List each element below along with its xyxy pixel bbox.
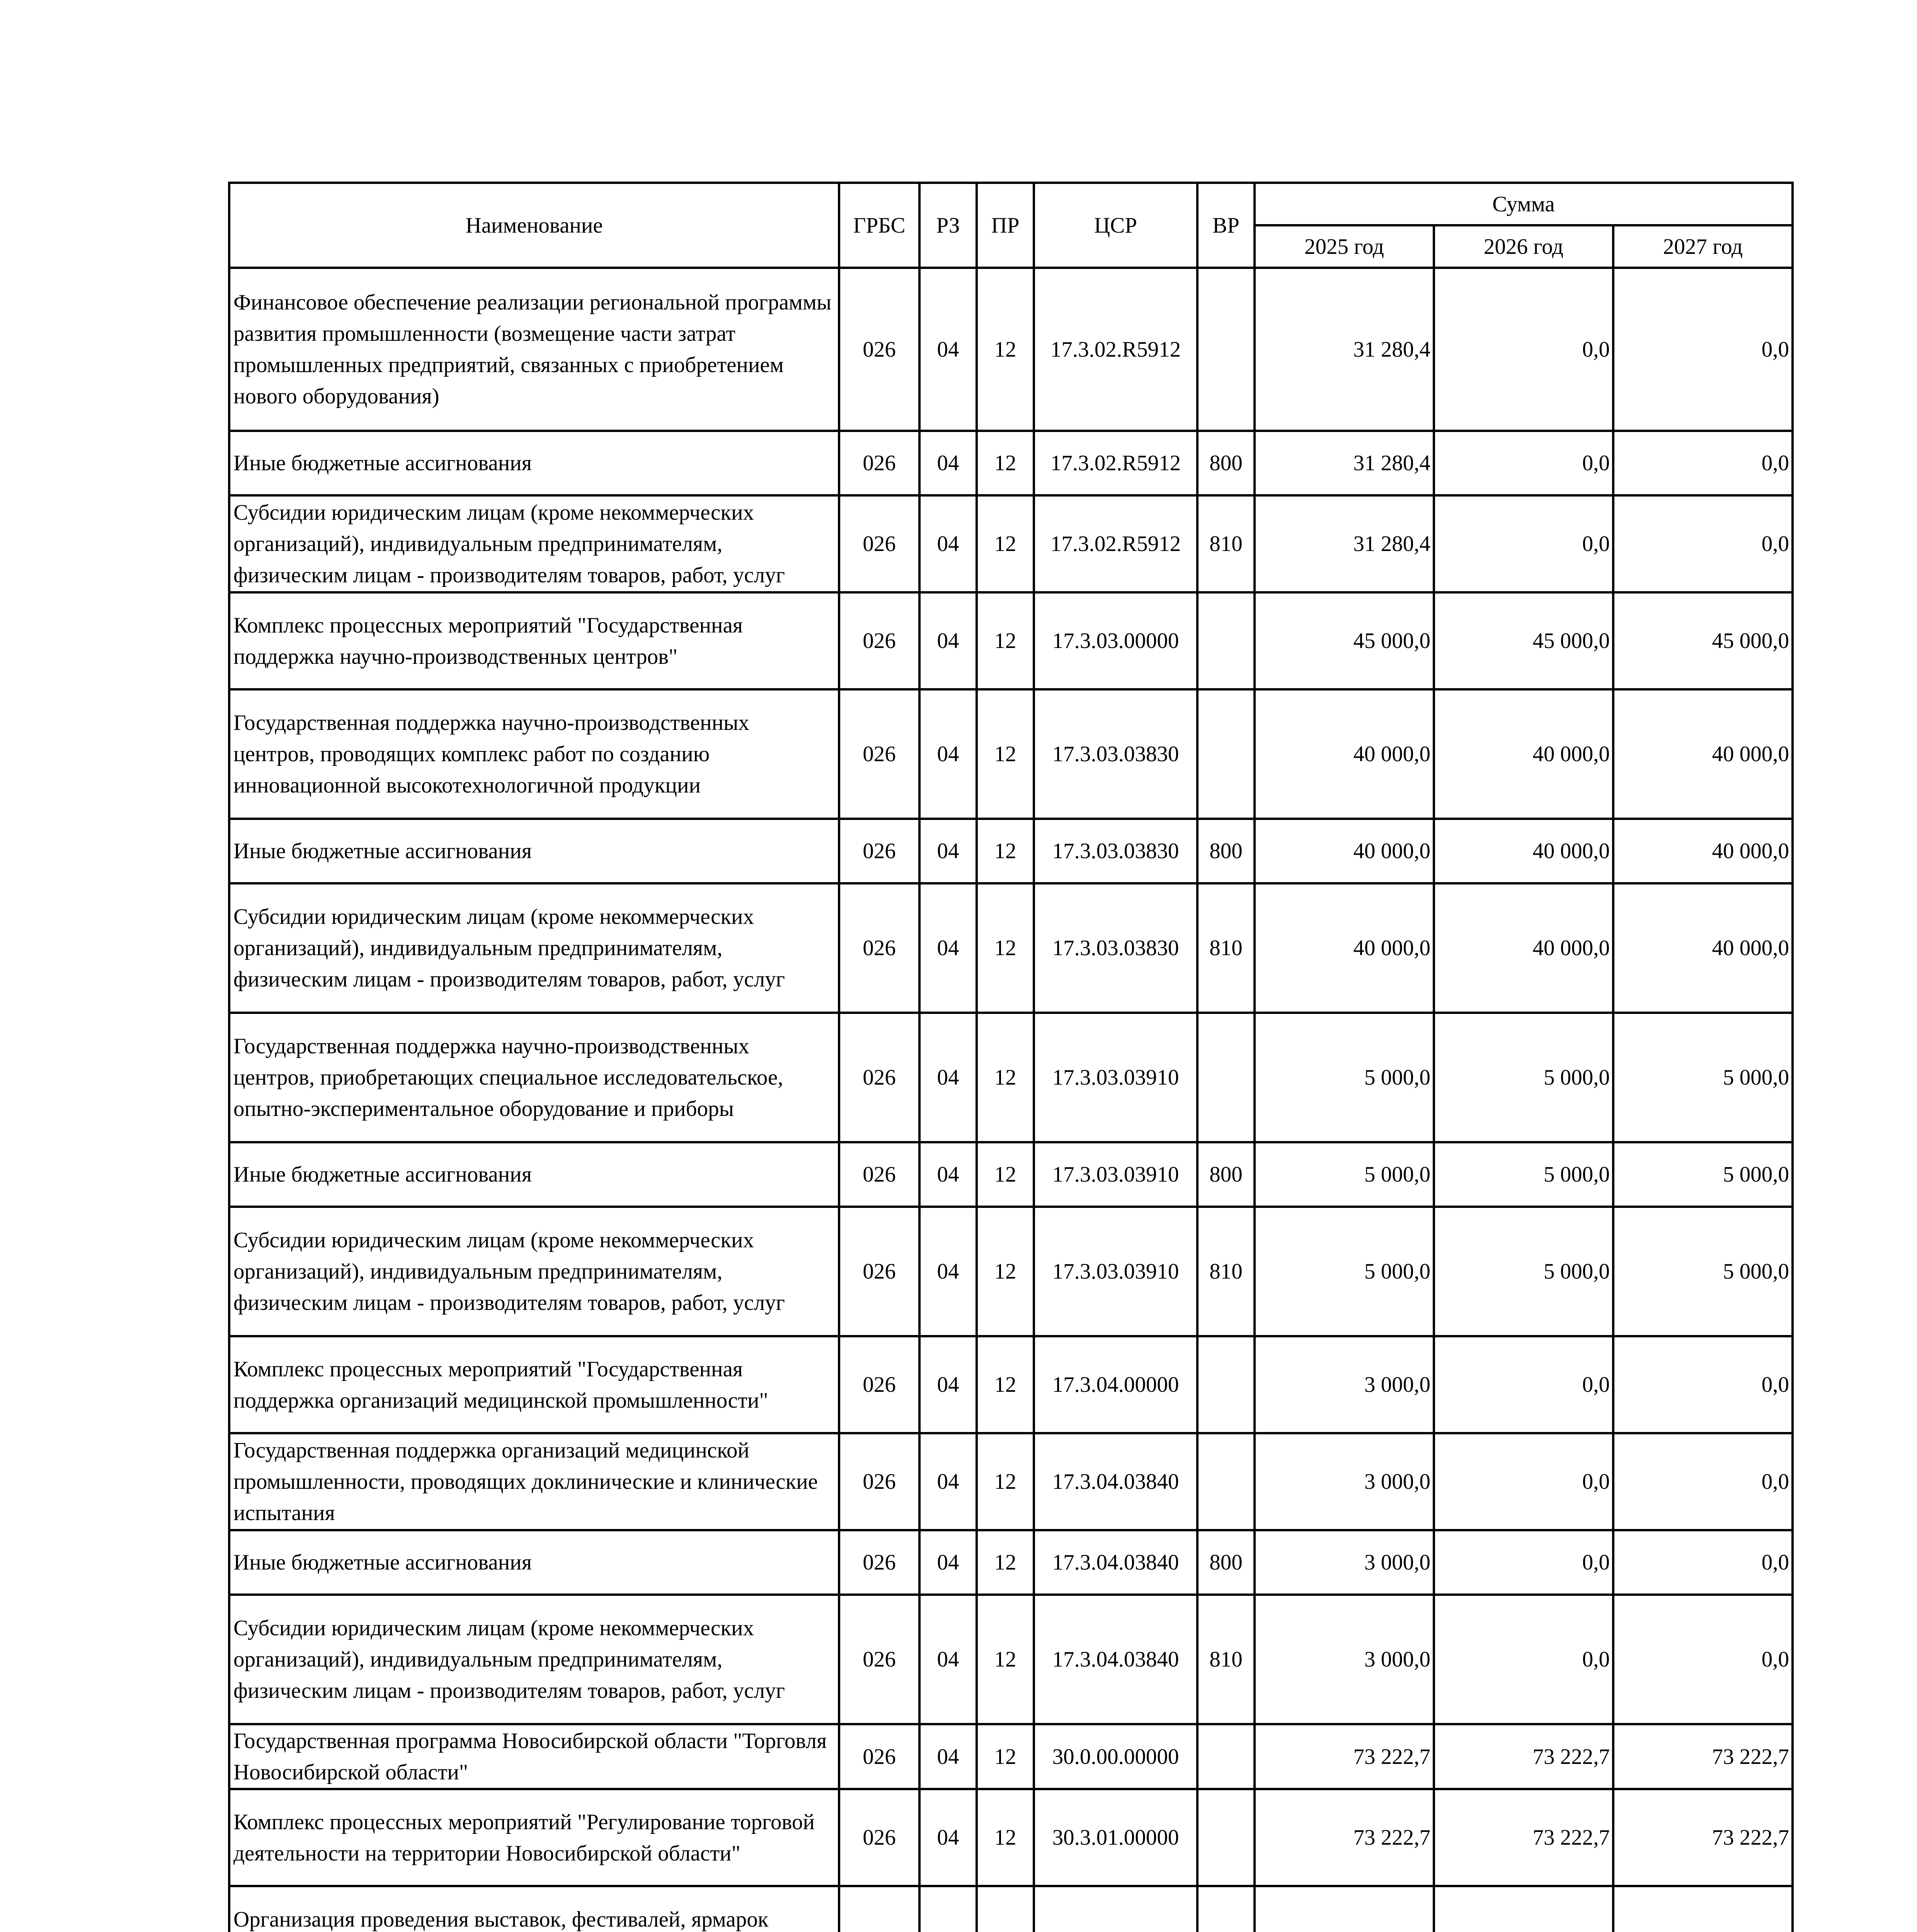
cell-rz: 04 [919,1595,977,1724]
header-year-2027: 2027 год [1613,225,1793,268]
cell-vr: 800 [1197,1142,1255,1207]
table-row [229,1886,1793,1932]
cell-vr [1197,1886,1255,1932]
cell-2026: 40 000,0 [1434,689,1613,819]
cell-grbs: 026 [839,1013,919,1142]
cell-name: Субсидии юридическим лицам (кроме некоммерческих организаций), индивидуальным предпринимателям, физическим лицам - производителям товаров, работ, услуг [229,883,839,1013]
cell-csr: 17.3.04.00000 [1034,1336,1197,1433]
cell-2027: 45 000,0 [1613,592,1793,689]
cell-grbs: 026 [839,268,919,431]
cell-2025: 31 280,4 [1255,268,1434,431]
cell-name: Субсидии юридическим лицам (кроме некоммерческих организаций), индивидуальным предпринимателям, физическим лицам - производителям товаров, работ, услуг [229,1595,839,1724]
cell-csr: 17.3.03.03910 [1034,1013,1197,1142]
cell-name: Организация проведения выставок, фестивалей, ярмарок [229,1886,839,1932]
cell-2027: 0,0 [1613,1433,1793,1530]
cell-name: Государственная поддержка научно-производственных центров, приобретающих специальное исследовательское, опытно-экспериментальное оборудование и приборы [229,1013,839,1142]
cell-rz: 04 [919,1724,977,1789]
cell-2027: 0,0 [1613,431,1793,495]
cell-csr: 17.3.03.03830 [1034,689,1197,819]
cell-pr: 12 [977,1530,1034,1595]
table-row [229,1142,1793,1207]
cell-2027: 73 222,7 [1613,1724,1793,1789]
cell-2025: 40 000,0 [1255,819,1434,883]
table-row [229,1789,1793,1886]
cell-rz: 04 [919,883,977,1013]
cell-grbs: 026 [839,1724,919,1789]
cell-grbs: 026 [839,1530,919,1595]
cell-rz: 04 [919,1207,977,1336]
table-row [229,819,1793,883]
cell-2027: 0,0 [1613,1595,1793,1724]
cell-name: Субсидии юридическим лицам (кроме некоммерческих организаций), индивидуальным предпринимателям, физическим лицам - производителям товаров, работ, услуг [229,495,839,592]
cell-2026 [1434,1886,1613,1932]
cell-vr: 800 [1197,819,1255,883]
cell-2025: 31 280,4 [1255,431,1434,495]
cell-csr: 17.3.03.03910 [1034,1142,1197,1207]
header-year-2025: 2025 год [1255,225,1434,268]
table-row [229,883,1793,1013]
budget-table [228,182,1794,1932]
cell-2026: 0,0 [1434,268,1613,431]
cell-vr [1197,689,1255,819]
table-row [229,1724,1793,1789]
header-vr: ВР [1197,183,1255,268]
cell-name: Государственная поддержка научно-производственных центров, проводящих комплекс работ по созданию инновационной высокотехнологичной продукции [229,689,839,819]
cell-csr: 17.3.03.00000 [1034,592,1197,689]
cell-2025: 3 000,0 [1255,1336,1434,1433]
cell-grbs: 026 [839,689,919,819]
cell-2027: 0,0 [1613,1530,1793,1595]
cell-pr: 12 [977,819,1034,883]
cell-2027: 0,0 [1613,1336,1793,1433]
cell-vr: 800 [1197,1530,1255,1595]
table-row [229,1433,1793,1530]
cell-2027 [1613,1886,1793,1932]
cell-2027: 40 000,0 [1613,819,1793,883]
cell-pr [977,1886,1034,1932]
cell-vr: 810 [1197,495,1255,592]
cell-rz: 04 [919,689,977,819]
cell-vr: 810 [1197,1595,1255,1724]
cell-2025 [1255,1886,1434,1932]
cell-vr [1197,1336,1255,1433]
cell-grbs: 026 [839,1433,919,1530]
cell-vr [1197,1013,1255,1142]
header-year-2026: 2026 год [1434,225,1613,268]
cell-grbs: 026 [839,1595,919,1724]
cell-2027: 5 000,0 [1613,1013,1793,1142]
cell-2026: 5 000,0 [1434,1013,1613,1142]
cell-vr [1197,1789,1255,1886]
cell-2027: 40 000,0 [1613,883,1793,1013]
cell-csr: 17.3.04.03840 [1034,1433,1197,1530]
cell-2025: 5 000,0 [1255,1207,1434,1336]
cell-2026: 0,0 [1434,1433,1613,1530]
cell-2025: 45 000,0 [1255,592,1434,689]
cell-2027: 0,0 [1613,495,1793,592]
cell-vr [1197,1724,1255,1789]
cell-2026: 0,0 [1434,1595,1613,1724]
table-row [229,495,1793,592]
cell-name: Субсидии юридическим лицам (кроме некоммерческих организаций), индивидуальным предпринимателям, физическим лицам - производителям товаров, работ, услуг [229,1207,839,1336]
cell-2025: 73 222,7 [1255,1789,1434,1886]
cell-pr: 12 [977,592,1034,689]
cell-pr: 12 [977,268,1034,431]
cell-rz: 04 [919,1433,977,1530]
cell-rz: 04 [919,1142,977,1207]
cell-2026: 5 000,0 [1434,1207,1613,1336]
cell-pr: 12 [977,883,1034,1013]
cell-2026: 40 000,0 [1434,883,1613,1013]
cell-csr: 17.3.02.R5912 [1034,495,1197,592]
cell-csr [1034,1886,1197,1932]
cell-vr: 810 [1197,1207,1255,1336]
cell-pr: 12 [977,1789,1034,1886]
cell-csr: 17.3.02.R5912 [1034,268,1197,431]
cell-vr: 810 [1197,883,1255,1013]
cell-2026: 73 222,7 [1434,1789,1613,1886]
header-name: Наименование [229,183,839,268]
header-pr: ПР [977,183,1034,268]
cell-pr: 12 [977,1336,1034,1433]
cell-name: Государственная программа Новосибирской области "Торговля Новосибирской области" [229,1724,839,1789]
cell-csr: 17.3.03.03830 [1034,819,1197,883]
cell-2027: 73 222,7 [1613,1789,1793,1886]
cell-2025: 3 000,0 [1255,1530,1434,1595]
cell-pr: 12 [977,689,1034,819]
cell-grbs: 026 [839,883,919,1013]
cell-2025: 5 000,0 [1255,1013,1434,1142]
cell-2025: 40 000,0 [1255,883,1434,1013]
cell-csr: 17.3.02.R5912 [1034,431,1197,495]
cell-name: Иные бюджетные ассигнования [229,431,839,495]
cell-csr: 17.3.03.03910 [1034,1207,1197,1336]
cell-2025: 31 280,4 [1255,495,1434,592]
cell-name: Комплекс процессных мероприятий "Государственная поддержка организаций медицинской промышленности" [229,1336,839,1433]
cell-rz: 04 [919,1530,977,1595]
table-body [229,268,1793,1932]
cell-2025: 3 000,0 [1255,1595,1434,1724]
table-header [229,183,1793,268]
cell-vr [1197,592,1255,689]
header-rz: РЗ [919,183,977,268]
cell-pr: 12 [977,1595,1034,1724]
cell-2026: 45 000,0 [1434,592,1613,689]
cell-name: Финансовое обеспечение реализации региональной программы развития промышленности (возмещение части затрат промышленных предприятий, связанных с приобретением нового оборудования) [229,268,839,431]
cell-rz: 04 [919,1336,977,1433]
cell-2027: 5 000,0 [1613,1207,1793,1336]
cell-name: Иные бюджетные ассигнования [229,1530,839,1595]
cell-rz: 04 [919,1013,977,1142]
cell-2026: 0,0 [1434,1530,1613,1595]
cell-name: Государственная поддержка организаций медицинской промышленности, проводящих доклинические и клинические испытания [229,1433,839,1530]
cell-2027: 5 000,0 [1613,1142,1793,1207]
cell-2027: 0,0 [1613,268,1793,431]
cell-2025: 3 000,0 [1255,1433,1434,1530]
table-row [229,592,1793,689]
cell-name: Иные бюджетные ассигнования [229,819,839,883]
cell-2026: 40 000,0 [1434,819,1613,883]
cell-vr [1197,268,1255,431]
cell-csr: 17.3.03.03830 [1034,883,1197,1013]
cell-csr: 30.3.01.00000 [1034,1789,1197,1886]
cell-csr: 30.0.00.00000 [1034,1724,1197,1789]
cell-pr: 12 [977,1207,1034,1336]
cell-2026: 0,0 [1434,431,1613,495]
cell-csr: 17.3.04.03840 [1034,1530,1197,1595]
cell-rz: 04 [919,1789,977,1886]
cell-vr: 800 [1197,431,1255,495]
cell-csr: 17.3.04.03840 [1034,1595,1197,1724]
table-row [229,268,1793,431]
cell-2025: 73 222,7 [1255,1724,1434,1789]
cell-grbs: 026 [839,1789,919,1886]
header-csr: ЦСР [1034,183,1197,268]
cell-grbs [839,1886,919,1932]
cell-name: Иные бюджетные ассигнования [229,1142,839,1207]
cell-rz [919,1886,977,1932]
cell-pr: 12 [977,1013,1034,1142]
cell-rz: 04 [919,819,977,883]
cell-rz: 04 [919,268,977,431]
cell-vr [1197,1433,1255,1530]
header-sum: Сумма [1255,183,1793,225]
cell-grbs: 026 [839,1142,919,1207]
header-grbs: ГРБС [839,183,919,268]
cell-name: Комплекс процессных мероприятий "Государственная поддержка научно-производственных центров" [229,592,839,689]
table-row [229,1013,1793,1142]
table-row [229,1336,1793,1433]
cell-2026: 0,0 [1434,495,1613,592]
cell-name: Комплекс процессных мероприятий "Регулирование торговой деятельности на территории Новосибирской области" [229,1789,839,1886]
cell-2026: 0,0 [1434,1336,1613,1433]
table-row [229,1207,1793,1336]
cell-grbs: 026 [839,819,919,883]
table-row [229,1530,1793,1595]
table-row [229,431,1793,495]
cell-2026: 5 000,0 [1434,1142,1613,1207]
cell-2025: 5 000,0 [1255,1142,1434,1207]
cell-rz: 04 [919,495,977,592]
cell-grbs: 026 [839,1336,919,1433]
table-row [229,1595,1793,1724]
cell-2026: 73 222,7 [1434,1724,1613,1789]
cell-pr: 12 [977,1433,1034,1530]
cell-grbs: 026 [839,1207,919,1336]
cell-rz: 04 [919,431,977,495]
cell-2027: 40 000,0 [1613,689,1793,819]
cell-pr: 12 [977,1142,1034,1207]
cell-2025: 40 000,0 [1255,689,1434,819]
cell-grbs: 026 [839,592,919,689]
cell-rz: 04 [919,592,977,689]
cell-pr: 12 [977,431,1034,495]
cell-pr: 12 [977,1724,1034,1789]
table-row [229,689,1793,819]
cell-grbs: 026 [839,431,919,495]
cell-grbs: 026 [839,495,919,592]
cell-pr: 12 [977,495,1034,592]
